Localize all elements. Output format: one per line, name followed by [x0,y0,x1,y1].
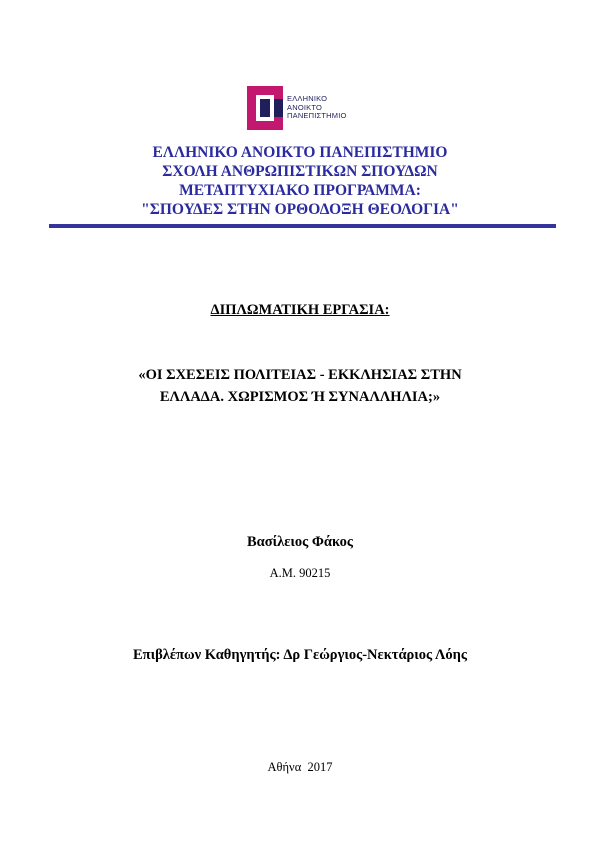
place-and-date: Αθήνα 2017 [267,760,333,774]
hou-logo-icon [247,86,283,130]
registration-number: Α.Μ. 90215 [269,566,331,580]
thesis-title-line: «ΟΙ ΣΧΕΣΕΙΣ ΠΟΛΙΤΕΙΑΣ - ΕΚΚΛΗΣΙΑΣ ΣΤΗΝ [138,367,462,383]
logo-text [287,95,357,121]
author-name: Βασίλειος Φάκος [246,534,354,550]
university-name: ΕΛΛΗΝΙΚΟ ΑΝΟΙΚΤΟ ΠΑΝΕΠΙΣΤΗΜΙΟ [152,144,448,161]
thesis-title [0,364,600,408]
header-divider [49,224,556,228]
logo-text-line: ΕΛΛΗΝΙΚΟ [287,94,328,103]
supervisor-line: Επιβλέπων Καθηγητής: Δρ Γεώργιος-Νεκτάριος Λόης [133,647,467,663]
logo-text-line: ΑΝΟΙΚΤΟ [287,102,323,112]
institution-header [0,143,600,219]
school-name: ΣΧΟΛΗ ΑΝΘΡΩΠΙΣΤΙΚΩΝ ΣΠΟΥΔΩΝ [162,163,438,180]
program-label: ΜΕΤΑΠΤΥΧΙΑΚΟ ΠΡΟΓΡΑΜΜΑ: [179,182,421,199]
thesis-title-line: ΕΛΛΑΔΑ. ΧΩΡΙΣΜΟΣ Ή ΣΥΝΑΛΛΗΛΙΑ;» [159,389,441,405]
logo-text-line: ΠΑΝΕΠΙΣΤΗΜΙΟ [287,111,347,120]
university-logo [247,86,357,132]
document-type: ΔΙΠΛΩΜΑΤΙΚΗ ΕΡΓΑΣΙΑ: [210,302,390,318]
program-name: "ΣΠΟΥΔΕΣ ΣΤΗΝ ΟΡΘΟΔΟΞΗ ΘΕΟΛΟΓΙΑ" [141,201,459,218]
